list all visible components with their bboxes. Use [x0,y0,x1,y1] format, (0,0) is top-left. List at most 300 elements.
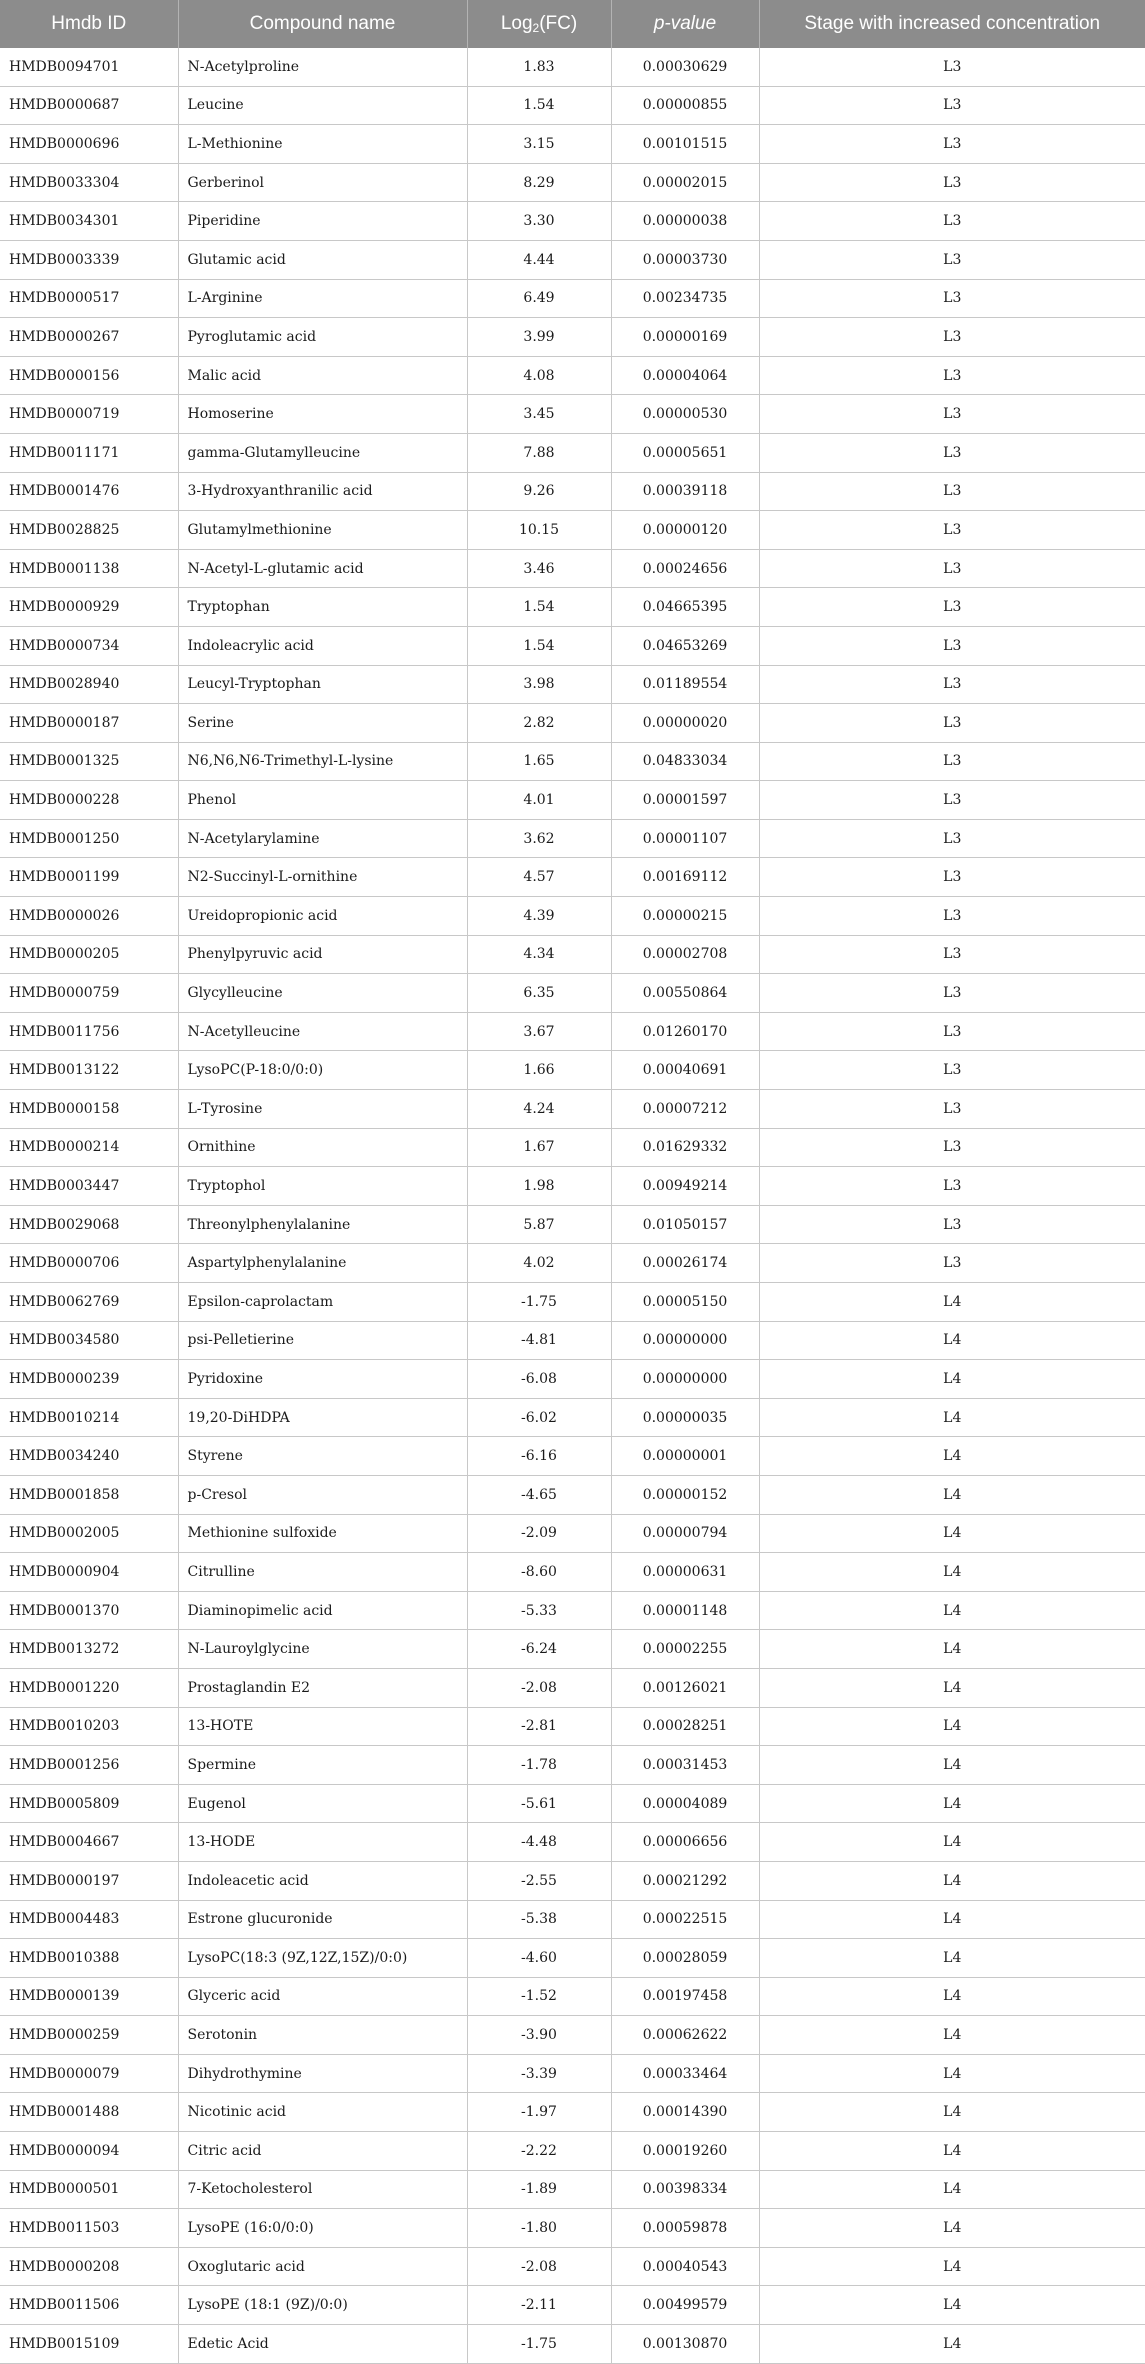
table-row [0,318,1145,357]
hmdb-id-cell: HMDB0029068 [0,1205,178,1244]
p-value-cell: 0.04665395 [611,588,759,627]
log2fc-cell: 8.29 [467,163,611,202]
table-row [0,202,1145,241]
p-value-cell: 0.00169112 [611,858,759,897]
hmdb-id-cell: HMDB0000228 [0,781,178,820]
p-value-cell: 0.00000215 [611,897,759,936]
hmdb-id-cell: HMDB0000904 [0,1553,178,1592]
hmdb-id-cell: HMDB0001370 [0,1591,178,1630]
compound-name-cell: 13-HOTE [178,1707,467,1746]
p-value-cell: 0.00006656 [611,1823,759,1862]
compound-name-cell: L-Methionine [178,125,467,164]
p-value-cell: 0.00040543 [611,2247,759,2286]
log2fc-cell: 9.26 [467,472,611,511]
stage-cell: L3 [759,974,1145,1013]
hmdb-id-cell: HMDB0000267 [0,318,178,357]
table-row [0,1051,1145,1090]
p-value-cell: 0.04653269 [611,626,759,665]
stage-cell: L4 [759,1398,1145,1437]
table-row [0,858,1145,897]
log2fc-cell: 1.65 [467,742,611,781]
compound-name-cell: LysoPC(P-18:0/0:0) [178,1051,467,1090]
stage-cell: L4 [759,2093,1145,2132]
p-value-cell: 0.00026174 [611,1244,759,1283]
log2fc-cell: 1.66 [467,1051,611,1090]
log2fc-cell: 3.67 [467,1012,611,1051]
p-value-cell: 0.00004089 [611,1784,759,1823]
stage-cell: L3 [759,781,1145,820]
table-row [0,1746,1145,1785]
table-row [0,1514,1145,1553]
hmdb-id-cell: HMDB0034301 [0,202,178,241]
p-value-cell: 0.00398334 [611,2170,759,2209]
log2fc-cell: -2.81 [467,1707,611,1746]
stage-cell: L3 [759,125,1145,164]
table-row [0,2016,1145,2055]
table-row [0,1128,1145,1167]
p-value-cell: 0.00005651 [611,433,759,472]
hmdb-id-cell: HMDB0010214 [0,1398,178,1437]
p-value-cell: 0.00499579 [611,2286,759,2325]
stage-cell: L4 [759,1475,1145,1514]
stage-cell: L4 [759,2286,1145,2325]
p-value-cell: 0.00000038 [611,202,759,241]
compound-name-cell: Ureidopropionic acid [178,897,467,936]
stage-cell: L3 [759,1128,1145,1167]
p-value-cell: 0.00000152 [611,1475,759,1514]
compound-name-cell: 19,20-DiHDPA [178,1398,467,1437]
compound-name-cell: Glutamic acid [178,240,467,279]
table-row [0,742,1145,781]
table-row [0,1668,1145,1707]
table-row [0,1707,1145,1746]
log2fc-cell: 3.45 [467,395,611,434]
log2fc-cell: 1.83 [467,48,611,86]
hmdb-id-cell: HMDB0028825 [0,511,178,550]
stage-cell: L3 [759,1244,1145,1283]
hmdb-id-cell: HMDB0001488 [0,2093,178,2132]
stage-cell: L3 [759,588,1145,627]
p-value-cell: 0.00014390 [611,2093,759,2132]
hmdb-id-cell: HMDB0011756 [0,1012,178,1051]
stage-cell: L3 [759,163,1145,202]
hmdb-id-cell: HMDB0000156 [0,356,178,395]
stage-cell: L3 [759,356,1145,395]
table-row [0,1630,1145,1669]
log2fc-cell: -1.80 [467,2209,611,2248]
log2fc-cell: -1.89 [467,2170,611,2209]
p-value-cell: 0.00001148 [611,1591,759,1630]
table-row [0,665,1145,704]
hmdb-id-cell: HMDB0034580 [0,1321,178,1360]
stage-cell: L4 [759,1321,1145,1360]
hmdb-id-cell: HMDB0001256 [0,1746,178,1785]
hmdb-id-cell: HMDB0001325 [0,742,178,781]
stage-cell: L3 [759,665,1145,704]
hmdb-id-cell: HMDB0001476 [0,472,178,511]
table-row [0,511,1145,550]
compound-name-cell: Glycylleucine [178,974,467,1013]
compound-name-cell: Citrulline [178,1553,467,1592]
stage-cell: L3 [759,1167,1145,1206]
hmdb-id-cell: HMDB0000205 [0,935,178,974]
table-row [0,433,1145,472]
p-value-cell: 0.00000631 [611,1553,759,1592]
log2fc-cell: 1.98 [467,1167,611,1206]
compound-name-cell: N-Acetylproline [178,48,467,86]
table-row [0,1823,1145,1862]
hmdb-id-cell: HMDB0013272 [0,1630,178,1669]
compound-name-cell: Pyroglutamic acid [178,318,467,357]
log2fc-cell: -8.60 [467,1553,611,1592]
hmdb-id-cell: HMDB0000759 [0,974,178,1013]
table-row [0,1900,1145,1939]
table-row [0,1475,1145,1514]
compound-name-cell: Citric acid [178,2132,467,2171]
compound-name-cell: p-Cresol [178,1475,467,1514]
hmdb-id-cell: HMDB0033304 [0,163,178,202]
log2fc-cell: -6.08 [467,1360,611,1399]
p-value-cell: 0.00002708 [611,935,759,974]
compound-name-cell: Glutamylmethionine [178,511,467,550]
stage-cell: L3 [759,742,1145,781]
log2fc-cell: 10.15 [467,511,611,550]
p-value-cell: 0.00000000 [611,1321,759,1360]
hmdb-id-cell: HMDB0000517 [0,279,178,318]
p-value-cell: 0.00007212 [611,1090,759,1129]
hmdb-id-cell: HMDB0015109 [0,2325,178,2364]
stage-cell: L4 [759,1553,1145,1592]
hmdb-id-cell: HMDB0003447 [0,1167,178,1206]
log2fc-cell: 5.87 [467,1205,611,1244]
header-log2fc-prefix: Log [500,13,533,34]
log2fc-cell: 1.54 [467,588,611,627]
table-row [0,2054,1145,2093]
log2fc-cell: -4.81 [467,1321,611,1360]
stage-cell: L4 [759,1861,1145,1900]
log2fc-cell: 6.49 [467,279,611,318]
p-value-cell: 0.00000855 [611,86,759,125]
log2fc-cell: -5.38 [467,1900,611,1939]
table-row [0,472,1145,511]
table-row [0,395,1145,434]
hmdb-id-cell: HMDB0000687 [0,86,178,125]
log2fc-cell: 3.62 [467,819,611,858]
table-row [0,704,1145,743]
compound-name-cell: LysoPC(18:3 (9Z,12Z,15Z)/0:0) [178,1939,467,1978]
p-value-cell: 0.00019260 [611,2132,759,2171]
p-value-cell: 0.00101515 [611,125,759,164]
header-hmdb-id: Hmdb ID [0,0,178,48]
compound-name-cell: Leucine [178,86,467,125]
stage-cell: L3 [759,1051,1145,1090]
hmdb-id-cell: HMDB0062769 [0,1283,178,1322]
table-row [0,1283,1145,1322]
header-stage: Stage with increased concentration [759,0,1145,48]
compound-name-cell: Leucyl-Tryptophan [178,665,467,704]
p-value-cell: 0.00000794 [611,1514,759,1553]
log2fc-cell: -2.22 [467,2132,611,2171]
p-value-cell: 0.00130870 [611,2325,759,2364]
table-row [0,974,1145,1013]
log2fc-cell: 4.44 [467,240,611,279]
hmdb-id-cell: HMDB0003339 [0,240,178,279]
log2fc-cell: -5.33 [467,1591,611,1630]
log2fc-cell: 4.01 [467,781,611,820]
stage-cell: L3 [759,1090,1145,1129]
compound-name-cell: LysoPE (16:0/0:0) [178,2209,467,2248]
table-row [0,1090,1145,1129]
log2fc-cell: 1.54 [467,86,611,125]
hmdb-id-cell: HMDB0011171 [0,433,178,472]
compound-name-cell: 3-Hydroxyanthranilic acid [178,472,467,511]
p-value-cell: 0.00000001 [611,1437,759,1476]
stage-cell: L4 [759,1784,1145,1823]
p-value-cell: 0.00062622 [611,2016,759,2055]
log2fc-cell: -4.48 [467,1823,611,1862]
stage-cell: L4 [759,1823,1145,1862]
p-value-cell: 0.00197458 [611,1977,759,2016]
header-compound-name: Compound name [178,0,467,48]
hmdb-id-cell: HMDB0000696 [0,125,178,164]
compound-name-cell: N2-Succinyl-L-ornithine [178,858,467,897]
table-row [0,279,1145,318]
header-p-value [611,0,759,48]
header-log2fc-subscript: 2 [532,21,540,35]
p-value-cell: 0.00031453 [611,1746,759,1785]
stage-cell: L4 [759,1900,1145,1939]
compound-name-cell: LysoPE (18:1 (9Z)/0:0) [178,2286,467,2325]
stage-cell: L4 [759,1437,1145,1476]
log2fc-cell: -4.65 [467,1475,611,1514]
stage-cell: L3 [759,1012,1145,1051]
table-row [0,626,1145,665]
header-row [0,0,1145,48]
compound-name-cell: Ornithine [178,1128,467,1167]
p-value-cell: 0.00028251 [611,1707,759,1746]
p-value-cell: 0.00033464 [611,2054,759,2093]
stage-cell: L3 [759,86,1145,125]
stage-cell: L4 [759,1939,1145,1978]
table-row [0,1244,1145,1283]
p-value-cell: 0.00002015 [611,163,759,202]
p-value-cell: 0.00001107 [611,819,759,858]
compound-name-cell: Threonylphenylalanine [178,1205,467,1244]
table-row [0,1321,1145,1360]
compound-name-cell: Piperidine [178,202,467,241]
compound-name-cell: Nicotinic acid [178,2093,467,2132]
hmdb-id-cell: HMDB0013122 [0,1051,178,1090]
table-row [0,1591,1145,1630]
hmdb-id-cell: HMDB0000501 [0,2170,178,2209]
compound-name-cell: L-Tyrosine [178,1090,467,1129]
compound-name-cell: L-Arginine [178,279,467,318]
header-log2fc-suffix: (FC) [539,13,578,34]
compound-name-cell: Tryptophol [178,1167,467,1206]
log2fc-cell: 2.82 [467,704,611,743]
stage-cell: L3 [759,279,1145,318]
hmdb-id-cell: HMDB0001138 [0,549,178,588]
stage-cell: L4 [759,2170,1145,2209]
table-row [0,1360,1145,1399]
log2fc-cell: -2.11 [467,2286,611,2325]
hmdb-id-cell: HMDB0001199 [0,858,178,897]
stage-cell: L4 [759,1514,1145,1553]
p-value-cell: 0.00000530 [611,395,759,434]
hmdb-id-cell: HMDB0011503 [0,2209,178,2248]
compound-name-cell: Indoleacetic acid [178,1861,467,1900]
p-value-cell: 0.00000000 [611,1360,759,1399]
compound-name-cell: N-Acetylarylamine [178,819,467,858]
stage-cell: L4 [759,1591,1145,1630]
stage-cell: L3 [759,935,1145,974]
p-value-cell: 0.00003730 [611,240,759,279]
compound-name-cell: Indoleacrylic acid [178,626,467,665]
log2fc-cell: -1.75 [467,2325,611,2364]
log2fc-cell: 3.30 [467,202,611,241]
stage-cell: L4 [759,1283,1145,1322]
hmdb-id-cell: HMDB0000158 [0,1090,178,1129]
compound-name-cell: 7-Ketocholesterol [178,2170,467,2209]
p-value-cell: 0.00005150 [611,1283,759,1322]
log2fc-cell: 6.35 [467,974,611,1013]
compound-name-cell: Estrone glucuronide [178,1900,467,1939]
hmdb-id-cell: HMDB0004667 [0,1823,178,1862]
header-log2fc [467,0,611,48]
stage-cell: L3 [759,819,1145,858]
log2fc-cell: -1.78 [467,1746,611,1785]
table-row [0,1861,1145,1900]
stage-cell: L4 [759,2247,1145,2286]
compound-name-cell: Homoserine [178,395,467,434]
table-row [0,2093,1145,2132]
stage-cell: L3 [759,472,1145,511]
p-value-cell: 0.00000169 [611,318,759,357]
compound-name-cell: Styrene [178,1437,467,1476]
stage-cell: L4 [759,1630,1145,1669]
compound-name-cell: Oxoglutaric acid [178,2247,467,2286]
compound-name-cell: Prostaglandin E2 [178,1668,467,1707]
table-row [0,1977,1145,2016]
log2fc-cell: 4.57 [467,858,611,897]
p-value-cell: 0.00039118 [611,472,759,511]
log2fc-cell: -1.97 [467,2093,611,2132]
stage-cell: L3 [759,395,1145,434]
table-header [0,0,1145,48]
table-row [0,125,1145,164]
stage-cell: L4 [759,2325,1145,2364]
log2fc-cell: -6.16 [467,1437,611,1476]
compound-name-cell: psi-Pelletierine [178,1321,467,1360]
compound-name-cell: N-Lauroylglycine [178,1630,467,1669]
table-row [0,1398,1145,1437]
log2fc-cell: -1.52 [467,1977,611,2016]
compound-name-cell: Pyridoxine [178,1360,467,1399]
p-value-cell: 0.00126021 [611,1668,759,1707]
log2fc-cell: 4.08 [467,356,611,395]
table-row [0,588,1145,627]
table-row [0,2170,1145,2209]
p-value-cell: 0.01629332 [611,1128,759,1167]
stage-cell: L3 [759,433,1145,472]
p-value-cell: 0.01050157 [611,1205,759,1244]
stage-cell: L4 [759,1360,1145,1399]
stage-cell: L4 [759,2054,1145,2093]
table-row [0,819,1145,858]
table-row [0,240,1145,279]
table-row [0,1167,1145,1206]
stage-cell: L4 [759,1668,1145,1707]
hmdb-id-cell: HMDB0004483 [0,1900,178,1939]
stage-cell: L3 [759,858,1145,897]
log2fc-cell: -1.75 [467,1283,611,1322]
log2fc-cell: 4.24 [467,1090,611,1129]
log2fc-cell: -5.61 [467,1784,611,1823]
hmdb-id-cell: HMDB0011506 [0,2286,178,2325]
table-row [0,1012,1145,1051]
compound-name-cell: Phenylpyruvic acid [178,935,467,974]
stage-cell: L4 [759,1746,1145,1785]
hmdb-id-cell: HMDB0000214 [0,1128,178,1167]
table-row [0,1939,1145,1978]
stage-cell: L3 [759,318,1145,357]
log2fc-cell: 4.39 [467,897,611,936]
p-value-cell: 0.00022515 [611,1900,759,1939]
hmdb-id-cell: HMDB0000706 [0,1244,178,1283]
log2fc-cell: 3.98 [467,665,611,704]
table-row [0,86,1145,125]
stage-cell: L3 [759,626,1145,665]
hmdb-id-cell: HMDB0001250 [0,819,178,858]
compound-name-cell: Epsilon-caprolactam [178,1283,467,1322]
hmdb-id-cell: HMDB0000187 [0,704,178,743]
stage-cell: L4 [759,1707,1145,1746]
p-value-cell: 0.04833034 [611,742,759,781]
compound-name-cell: Tryptophan [178,588,467,627]
stage-cell: L3 [759,704,1145,743]
p-value-cell: 0.00234735 [611,279,759,318]
p-value-cell: 0.00001597 [611,781,759,820]
hmdb-id-cell: HMDB0034240 [0,1437,178,1476]
compound-name-cell: gamma-Glutamylleucine [178,433,467,472]
hmdb-id-cell: HMDB0005809 [0,1784,178,1823]
log2fc-cell: 3.99 [467,318,611,357]
stage-cell: L3 [759,240,1145,279]
hmdb-id-cell: HMDB0001220 [0,1668,178,1707]
p-value-cell: 0.00059878 [611,2209,759,2248]
hmdb-id-cell: HMDB0000719 [0,395,178,434]
hmdb-id-cell: HMDB0001858 [0,1475,178,1514]
log2fc-cell: -2.09 [467,1514,611,1553]
log2fc-cell: 1.54 [467,626,611,665]
stage-cell: L3 [759,1205,1145,1244]
log2fc-cell: -4.60 [467,1939,611,1978]
log2fc-cell: -2.08 [467,1668,611,1707]
hmdb-id-cell: HMDB0000929 [0,588,178,627]
p-value-cell: 0.00028059 [611,1939,759,1978]
table-row [0,2247,1145,2286]
compound-name-cell: Serotonin [178,2016,467,2055]
compound-name-cell: Dihydrothymine [178,2054,467,2093]
table-row [0,935,1145,974]
p-value-cell: 0.00021292 [611,1861,759,1900]
table-row [0,897,1145,936]
table-row [0,163,1145,202]
log2fc-cell: 3.15 [467,125,611,164]
table-row [0,356,1145,395]
table-row [0,1205,1145,1244]
compound-name-cell: Diaminopimelic acid [178,1591,467,1630]
